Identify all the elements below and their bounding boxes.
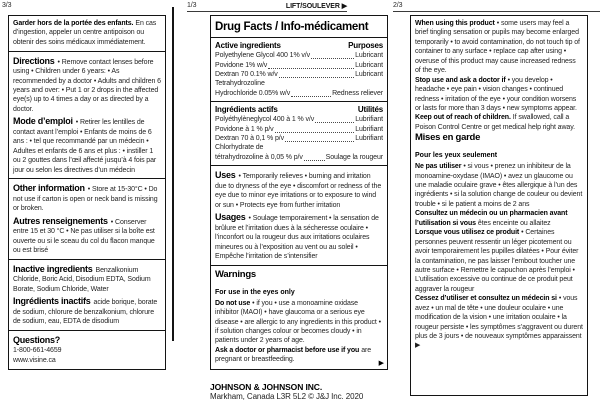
cessez-text: • vous avez • un mal de tête • une douleur oculaire • une modification de la vision • une irritation oculaire • la rougeur persiste • les symptômes s’aggravent ou durent plus de 3 jours • de nouveaux symptômes apparaissent <box>415 295 583 340</box>
stop-use-lead: Stop use and ask a doctor if <box>415 76 506 84</box>
ingredient-name: tétrahydrozoline à 0,05 % p/v <box>215 153 303 161</box>
when-using-lead: When using this product <box>415 20 495 27</box>
ingredient-purpose: Lubrifiant <box>355 135 383 143</box>
utilites-heading: Utilités <box>357 105 383 115</box>
ingredient-purpose: Lubrifiant <box>355 125 383 133</box>
warnings-heading: Warnings <box>215 268 256 280</box>
stop-use-text: • you develop • headache • eye pain • vision changes • continued redness • irritation of the eye • your condition worsens or lasts for more than 3 days • new symptoms appear. <box>415 76 577 112</box>
ingredient-purpose: Lubricant <box>355 52 383 60</box>
ingredients-inactifs-text: acide borique, borate de sodium, chlorure de benzalkonium, chlorure de sodium, eau, EDTA de disodium <box>13 299 158 326</box>
uses-heading: Uses <box>215 170 236 181</box>
left-panel <box>8 15 166 370</box>
ingredient-purpose: Redness reliever <box>332 89 383 97</box>
panel-number-2of3: 2/3 <box>393 2 403 9</box>
right-warnings-panel <box>410 15 588 396</box>
lift-arrow-icon: ▶ <box>341 3 347 10</box>
consultez-lead: Consultez un médecin ou un pharmacien avant l’utilisation si vous <box>415 210 568 227</box>
ingredient-row <box>215 125 383 134</box>
questions-phone: 1-800-661-4659 <box>13 347 62 355</box>
ask-doctor-lead: Ask a doctor or pharmacist before use if you <box>215 346 360 354</box>
keep-out-text: If swallowed, call a Poison Control Centre or get medical help right away. <box>415 114 575 131</box>
inactive-ingredients-heading: Inactive ingredients <box>13 263 93 274</box>
manufacturer-name: JOHNSON & JOHNSON INC. <box>210 382 323 392</box>
mode-emploi-heading: Mode d’emploi <box>13 116 73 127</box>
ingredient-name: Polyéthylèneglycol 400 à 1 % v/v <box>215 116 315 124</box>
ingredient-name: Dextran 70 à 0,1 % p/v <box>215 135 285 143</box>
ingredient-name: Polyethylene Glycol 400 1% v/v <box>215 52 311 60</box>
dot-leader <box>311 58 354 59</box>
dot-leader <box>304 160 325 161</box>
warnings-section <box>210 265 388 370</box>
other-information-text: • Store at 15-30°C • Do not use if carton is open or neck band is missing or broken. <box>13 186 158 213</box>
questions-website: www.visine.ca <box>13 356 56 364</box>
ingredient-row <box>215 61 383 70</box>
consultez-text: êtes enceinte ou allaitez <box>477 219 551 227</box>
ingredient-row <box>215 51 383 60</box>
ingredient-purpose: Soulage la rougeur <box>325 153 383 161</box>
ingredients-actifs-section <box>210 101 388 167</box>
usages-heading: Usages <box>215 212 246 223</box>
pour-les-yeux-subheading: Pour les yeux seulement <box>415 152 498 160</box>
do-not-use-text: • if you • use a monoamine oxidase inhibitor (MAOI) • have glaucoma or a serious eye disease • are allergic to any ingredients in this product • if solution changes colour or becomes cloudy • in patients under 2 years of age. <box>215 299 381 345</box>
uses-text: • Temporarily relieves • burning and irritation due to dryness of the eye • discomfort or redness of the eye due to minor eye irritations or to exposure to wind or sun • Protects eye from further irritation <box>215 173 382 209</box>
ask-doctor-text: are pregnant or breastfeeding. <box>215 346 372 364</box>
lift-soulever-label <box>210 2 347 10</box>
ingredient-name-wrap: Tetrahydrozoline <box>215 80 265 88</box>
ingredient-name: Povidone à 1 % p/v <box>215 125 274 133</box>
uses-section <box>210 165 388 266</box>
ne-pas-utiliser-lead: Ne pas utiliser <box>415 163 462 171</box>
ingredients-actifs-heading: Ingrédients actifs <box>215 105 278 115</box>
inactive-ingredients-section <box>8 259 166 332</box>
ingredient-purpose: Lubricant <box>355 61 383 69</box>
ingredients-inactifs-heading: Ingrédients inactifs <box>13 296 91 307</box>
ingredient-purpose: Lubricant <box>355 71 383 78</box>
lorsque-text: • Certaines personnes peuvent ressentir un léger picotement ou avoir temporairement les pupilles dilatées • Pour éviter la contamination, ne pas laisser l’embout toucher une autre surface • Remettre le capuchon après l’emploi • L’utilisation excessive ou continue de ce produit peut aggraver la rougeur <box>415 229 579 293</box>
ingredient-row <box>215 134 383 143</box>
fold-line-right <box>393 11 600 12</box>
dot-leader <box>279 77 354 78</box>
questions-section <box>8 330 166 370</box>
active-ingredients-section <box>210 37 388 103</box>
dot-leader <box>291 96 331 97</box>
continue-arrow-icon: ▶ <box>415 342 421 350</box>
continue-arrow-icon: ▶ <box>378 359 384 367</box>
questions-heading: Questions? <box>13 334 61 345</box>
ingredient-purpose: Lubrifiant <box>355 116 383 124</box>
autres-renseignements-heading: Autres renseignements <box>13 215 108 226</box>
dot-leader <box>268 68 354 69</box>
usages-text: • Soulage temporairement • la sensation de brûlure et l’irritation dues à la sécheresse oculaire • l’inconfort ou la rougeur dus aux irritations oculaires mineures ou à l’exposition au vent ou au soleil • Empêche l’irritation de s’intensifier <box>215 215 379 260</box>
mises-en-garde-heading: Mises en garde <box>415 132 481 144</box>
do-not-use-lead: Do not use <box>215 299 251 307</box>
fold-line-middle <box>187 11 347 12</box>
ne-pas-utiliser-text: • si vous • prenez un inhibiteur de la monoamine-oxydase (IMAO) • avez un glaucome ou une maladie oculaire grave • êtes allergique à l’un des ingrédients • si la solution change de couleur ou devient trouble • si le patient a moins de 2 ans <box>415 163 583 208</box>
panel-number-1of3: 1/3 <box>187 2 197 9</box>
cessez-lead: Cessez d’utiliser et consultez un médecin si <box>415 295 557 303</box>
mode-emploi-text: • Retirer les lentilles de contact avant l’emploi • Enfants de moins de 6 ans : • tel que recommandé par un médecin • Adultes et enfants de 6 ans et plus : • instiller 1 ou 2 gouttes dans l’œil affecté jusqu’à 4 fois par jour ou selon les directives d’un médecin <box>13 119 157 174</box>
active-ingredients-heading: Active ingredients <box>215 41 281 51</box>
dot-leader <box>285 141 354 142</box>
other-information-section <box>8 178 166 260</box>
dot-leader <box>275 132 355 133</box>
ingredient-name-wrap: Chlorhydrate de <box>215 144 264 152</box>
purposes-heading: Purposes <box>348 41 383 51</box>
keep-away-lead: Garder hors de la portée des enfants. <box>13 20 134 27</box>
lift-soulever-text: LIFT/SOULEVER <box>285 3 340 10</box>
directions-heading: Directions <box>13 55 55 66</box>
ingredient-name: Dextran 70 0.1% w/v <box>215 71 278 78</box>
ingredient-name: Hydrochloride 0.05% w/v <box>215 89 291 97</box>
ingredient-name: Povidone 1% w/v <box>215 61 268 69</box>
dot-leader <box>315 122 354 123</box>
when-using-text: • some users may feel a brief tingling sensation or pupils may become enlarged temporarily • to avoid contamination, do not touch tip of container to any surface • replace cap after using • overuse of this product may cause increased redness of the eye. <box>415 20 580 75</box>
drug-facts-title: Drug Facts / Info-médicament <box>210 15 388 39</box>
ingredient-row <box>215 89 383 98</box>
autres-renseignements-text: • Conserver entre 15 et 30 °C • Ne pas utiliser si la boîte est ouverte ou si le sceau du col du flacon manque ou est brisé <box>13 218 155 254</box>
keep-away-text: En cas d’ingestion, appeler un centre antipoison ou obtenir des soins médicaux immédiatement. <box>13 20 157 46</box>
ingredient-row <box>215 70 383 79</box>
directions-text: • Remove contact lenses before using • Children under 6 years: • As recommended by a doctor • Adults and children 6 years and over: • Put 1 or 2 drops in the affected eye(s) up to 4 times a day or as directed by a doctor. <box>13 58 161 113</box>
manufacturer-address: Markham, Canada L3R 5L2 © J&J Inc. 2020 <box>210 392 364 402</box>
directions-section <box>8 51 166 180</box>
other-information-heading: Other information <box>13 183 85 194</box>
keep-away-section <box>8 15 166 52</box>
warnings-subheading: For use in the eyes only <box>215 288 295 296</box>
manufacturer-footer <box>210 382 395 402</box>
ingredient-row <box>215 115 383 124</box>
inactive-ingredients-text: Benzalkonium Chloride, Boric Acid, Disodium EDTA, Sodium Borate, Sodium Chloride, Water <box>13 266 151 293</box>
keep-out-lead: Keep out of reach of children. <box>415 114 511 122</box>
lorsque-lead: Lorsque vous utilisez ce produit <box>415 229 520 237</box>
panel-separator-line <box>172 7 174 341</box>
drug-facts-panel <box>210 15 388 370</box>
panel-number-3of3: 3/3 <box>2 2 12 9</box>
ingredient-row <box>215 153 383 162</box>
